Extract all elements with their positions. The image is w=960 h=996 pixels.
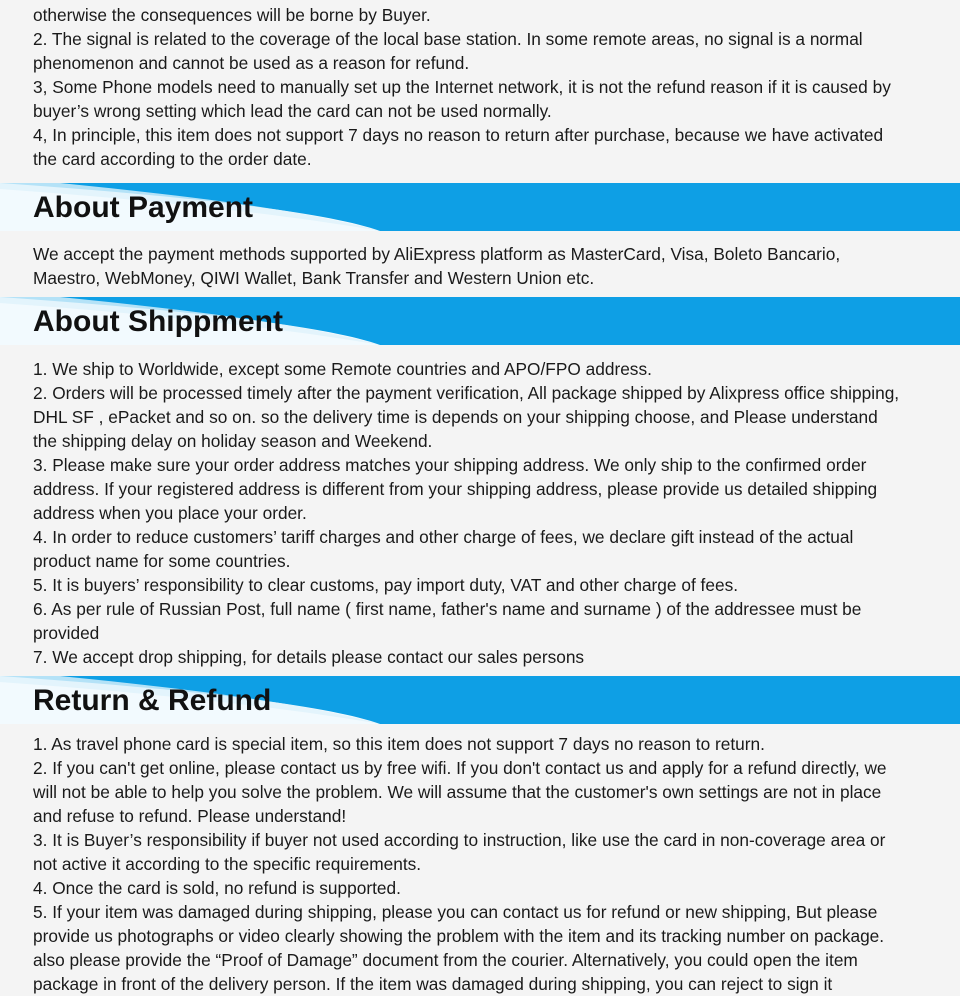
text-line: DHL SF , ePacket and so on. so the delivery time is depends on your shipping choose, and Please understand xyxy=(33,407,878,427)
text-line: and refuse to refund. Please understand! xyxy=(33,806,347,826)
text-line: will not be able to help you solve the problem. We will assume that the customer's own settings are not in place xyxy=(33,782,882,802)
text-line: 2. The signal is related to the coverage of the local base station. In some remote areas, no signal is a normal xyxy=(33,29,863,49)
text-line: 4, In principle, this item does not support 7 days no reason to return after purchase, because we have activated xyxy=(33,125,884,145)
payment-section-banner xyxy=(0,183,960,231)
text-line: not active it according to the specific requirements. xyxy=(33,854,422,874)
text-line: address when you place your order. xyxy=(33,503,307,523)
text-line: We accept the payment methods supported by AliExpress platform as MasterCard, Visa, Boleto Bancario, xyxy=(33,244,841,264)
payment-text-block xyxy=(33,242,942,290)
text-line: 5. It is buyers’ responsibility to clear customs, pay import duty, VAT and other charge of fees. xyxy=(33,575,739,595)
text-line: otherwise the consequences will be borne by Buyer. xyxy=(33,5,431,25)
text-line: 2. If you can't get online, please contact us by free wifi. If you don't contact us and apply for a refund directly, we xyxy=(33,758,887,778)
text-line: Maestro, WebMoney, QIWI Wallet, Bank Transfer and Western Union etc. xyxy=(33,268,595,288)
text-line: 6. As per rule of Russian Post, full name ( first name, father's name and surname ) of the addressee must be xyxy=(33,599,862,619)
shipment-text-block xyxy=(33,357,942,669)
payment-section-title: About Payment xyxy=(33,191,254,224)
refund-text-block xyxy=(33,732,942,996)
text-line: also please provide the “Proof of Damage” document from the courier. Alternatively, you could open the item xyxy=(33,950,858,970)
text-line: 3, Some Phone models need to manually set up the Internet network, it is not the refund reason if it is caused by xyxy=(33,77,891,97)
text-line: package in front of the delivery person. If the item was damaged during shipping, you can reject to sign it xyxy=(33,974,833,994)
text-line: address. If your registered address is different from your shipping address, please provide us detailed shipping xyxy=(33,479,878,499)
text-line: 7. We accept drop shipping, for details please contact our sales persons xyxy=(33,647,585,667)
text-line: the card according to the order date. xyxy=(33,149,312,169)
text-line: 3. Please make sure your order address matches your shipping address. We only ship to the confirmed order xyxy=(33,455,867,475)
text-line: 5. If your item was damaged during shipping, please you can contact us for refund or new shipping, But please xyxy=(33,902,878,922)
text-line: product name for some countries. xyxy=(33,551,291,571)
text-line: the shipping delay on holiday season and Weekend. xyxy=(33,431,433,451)
text-line: 3. It is Buyer’s responsibility if buyer not used according to instruction, like use the card in non-coverage area or xyxy=(33,830,886,850)
text-line: 1. As travel phone card is special item, so this item does not support 7 days no reason to return. xyxy=(33,734,765,754)
refund-section-title: Return & Refund xyxy=(33,684,272,717)
text-line: provided xyxy=(33,623,100,643)
text-line: buyer’s wrong setting which lead the card can not be used normally. xyxy=(33,101,552,121)
text-line: 2. Orders will be processed timely after the payment verification, All package shipped by Alixpress office shipping, xyxy=(33,383,900,403)
text-line: 4. In order to reduce customers’ tariff charges and other charge of fees, we declare gift instead of the actual xyxy=(33,527,854,547)
text-line: phenomenon and cannot be used as a reason for refund. xyxy=(33,53,470,73)
text-line: 1. We ship to Worldwide, except some Remote countries and APO/FPO address. xyxy=(33,359,652,379)
refund-section-banner xyxy=(0,676,960,724)
shipment-section-banner xyxy=(0,297,960,345)
text-line: provide us photographs or video clearly showing the problem with the item and its tracking number on package. xyxy=(33,926,885,946)
intro-text-block xyxy=(33,3,942,171)
shipment-section-title: About Shippment xyxy=(33,305,283,338)
text-line: 4. Once the card is sold, no refund is supported. xyxy=(33,878,401,898)
